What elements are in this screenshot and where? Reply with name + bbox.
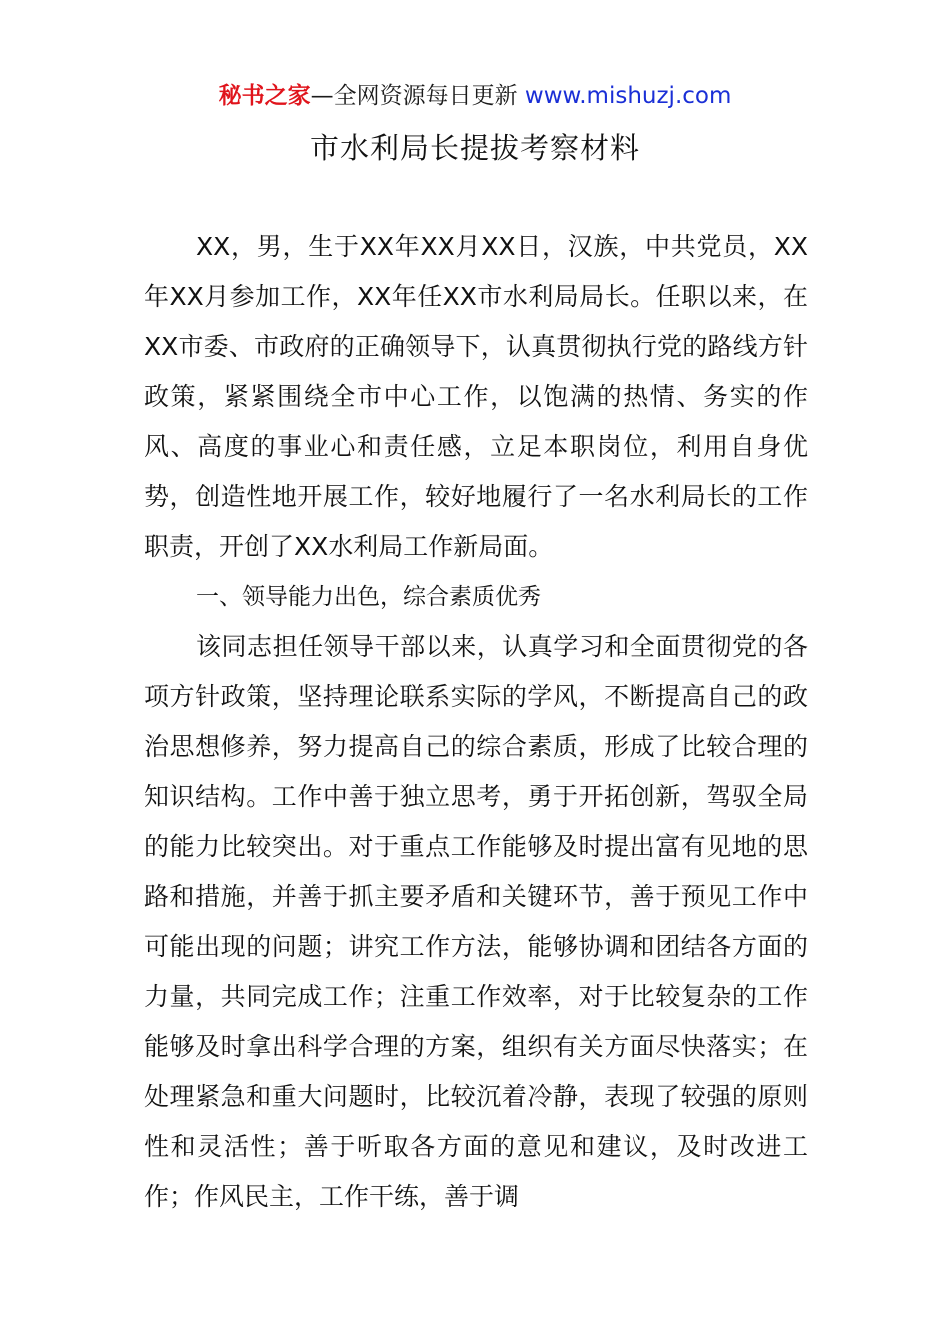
banner-tagline: —全网资源每日更新: [310, 83, 525, 109]
document-body: [144, 222, 808, 1222]
brand-name: 秘书之家: [218, 83, 311, 109]
site-url-link[interactable]: www.mishuzj.com: [524, 83, 732, 109]
section-heading: 一、领导能力出色，综合素质优秀: [196, 584, 541, 610]
section-paragraph: 该同志担任领导干部以来，认真学习和全面贯彻党的各项方针政策，坚持理论联系实际的学风，不断提高自己的政治思想修养，努力提高自己的综合素质，形成了比较合理的知识结构。工作中善于独立思考，勇于开拓创新，驾驭全局的能力比较突出。对于重点工作能够及时提出富有见地的思路和措施，并善于抓主要矛盾和关键环节，善于预见工作中可能出现的问题；讲究工作方法，能够协调和团结各方面的力量，共同完成工作；注重工作效率，对于比较复杂的工作能够及时拿出科学合理的方案，组织有关方面尽快落实；在处理紧急和重大问题时，比较沉着冷静，表现了较强的原则性和灵活性；善于听取各方面的意见和建议，及时改进工作；作风民主，工作干练，善于调: [144, 632, 808, 1211]
site-banner: [0, 80, 950, 112]
intro-paragraph: XX，男，生于XX年XX月XX日，汉族，中共党员，XX年XX月参加工作，XX年任XX市水利局局长。任职以来，在XX市委、市政府的正确领导下，认真贯彻执行党的路线方针政策，紧紧围绕全市中心工作，以饱满的热情、务实的作风、高度的事业心和责任感，立足本职岗位，利用自身优势，创造性地开展工作，较好地履行了一名水利局长的工作职责，开创了XX水利局工作新局面。: [144, 232, 808, 561]
document-title: 市水利局长提拔考察材料: [309, 131, 640, 165]
